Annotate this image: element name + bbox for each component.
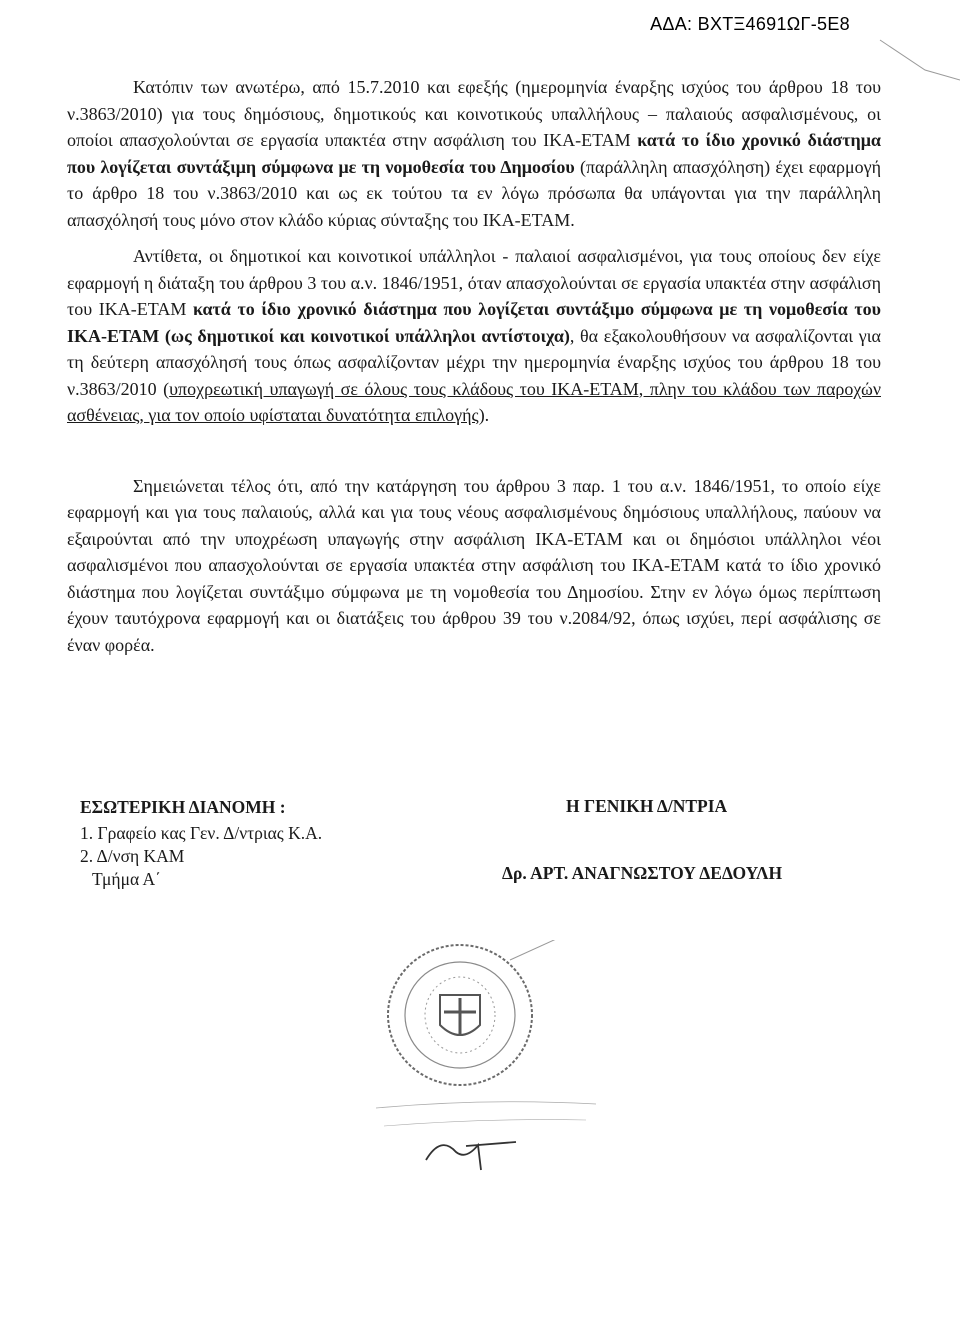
paragraph-1-text: Κατόπιν των ανωτέρω, από 15.7.2010 και εφεξής (ημερομηνία έναρξης ισχύος του άρθρου 18 του ν.3863/2010) για τους δημόσιους, δημοτικούς και κοινοτικούς υπαλλήλους – παλαιούς ασφαλισμένους, οι οποίοι απασχολούνται σε εργασία υπακτέα στην ασφάλιση του ΙΚΑ-ΕΤΑΜ [67,77,881,150]
ada-code: ΑΔΑ: ΒΧΤΞ4691ΩΓ-5Ε8 [650,14,850,34]
document-body [67,74,881,658]
signer-name: Δρ. ΑΡΤ. ΑΝΑΓΝΩΣΤΟΥ ΔΕΔΟΥΛΗ [502,863,783,883]
paragraph-1 [67,74,881,233]
paragraph-3: Σημειώνεται τέλος ότι, από την κατάργηση του άρθρου 3 παρ. 1 του α.ν. 1846/1951, το οποίο είχε εφαρμογή και για τους παλαιούς, αλλά και για τους νέους ασφαλισμένους δημόσιους υπαλλήλους, παύουν να εξαιρούνται από την υποχρέωση υπαγωγής στην ασφάλιση ΙΚΑ-ΕΤΑΜ και οι δημόσιοι υπάλληλοι νέοι ασφαλισμένοι που απασχολούνται σε εργασία υπακτέα στην ασφάλιση του ΙΚΑ-ΕΤΑΜ κατά το ίδιο χρονικό διάστημα που λογίζεται συντάξιμο σύμφωνα με τη νομοθεσία του Δημοσίου. Στην εν λόγω όμως περίπτωση έχουν ταυτόχρονα εφαρμογή και οι διατάξεις του άρθρου 39 του ν.2084/92, όπως ισχύει, περί ασφάλισης σε έναν φορέα. [67,475,881,655]
paragraph-2-underlined: υποχρεωτική υπαγωγή σε όλους τους κλάδους του ΙΚΑ-ΕΤΑΜ, πλην του κλάδου των παροχών ασθένειας, για τον οποίο υφίσταται δυνατότητα επιλογής [67,378,881,425]
signer-title: Η ΓΕΝΙΚΗ Δ/ΝΤΡΙΑ [566,796,728,816]
internal-distribution [80,796,322,891]
distribution-item: 2. Δ/νση ΚΑΜ [80,846,185,866]
paragraph-1-bold: κατά το ίδιο χρονικό διάστημα που λογίζεται συντάξιμη σύμφωνα με τη νομοθεσία του Δημοσίου [67,130,881,177]
certification-stamp [366,1090,606,1180]
paragraph-2 [67,243,881,429]
distribution-heading: ΕΣΩΤΕΡΙΚΗ ΔΙΑΝΟΜΗ : [80,797,286,817]
distribution-item: Τμήμα Α΄ [92,869,162,889]
paragraph-1-text-2: (παράλληλη απασχόληση) έχει εφαρμογή το άρθρο 18 του ν.3863/2010 και ως εκ τούτου τα εν λόγω πρόσωπα θα υπάγονται για την παράλληλη απασχόλησή τους μόνο στον κλάδο κύριας σύνταξης του ΙΚΑ-ΕΤΑΜ. [67,156,881,230]
paragraph-2-bold: κατά το ίδιο χρονικό διάστημα που λογίζεται συντάξιμο σύμφωνα με τη νομοθεσία του ΙΚΑ-ΕΤΑΜ (ως δημοτικοί και κοινοτικοί υπάλληλοι αντίστοιχα) [67,299,881,346]
distribution-item: 1. Γραφείο κας Γεν. Δ/ντριας Κ.Α. [80,823,323,843]
paragraph-2-text: Αντίθετα, οι δημοτικοί και κοινοτικοί υπάλληλοι - παλαιοί ασφαλισμένοι, για τους οποίους δεν είχε εφαρμογή η διάταξη του άρθρου 3 του α.ν. 1846/1951, όταν απασχολούνται σε εργασία υπακτέα στην ασφάλιση του ΙΚΑ-ΕΤΑΜ [67,246,881,319]
paragraph-2-text-2: , θα εξακολουθήσουν να ασφαλίζονται για τη δεύτερη απασχόλησή τους όπως ασφαλίζονταν μέχρι την ημερομηνία έναρξης ισχύος του άρθρου 18 του ν.3863/2010 ( [67,325,881,399]
official-seal-icon [360,940,570,1090]
paragraph-2-text-3: ). [478,405,490,425]
